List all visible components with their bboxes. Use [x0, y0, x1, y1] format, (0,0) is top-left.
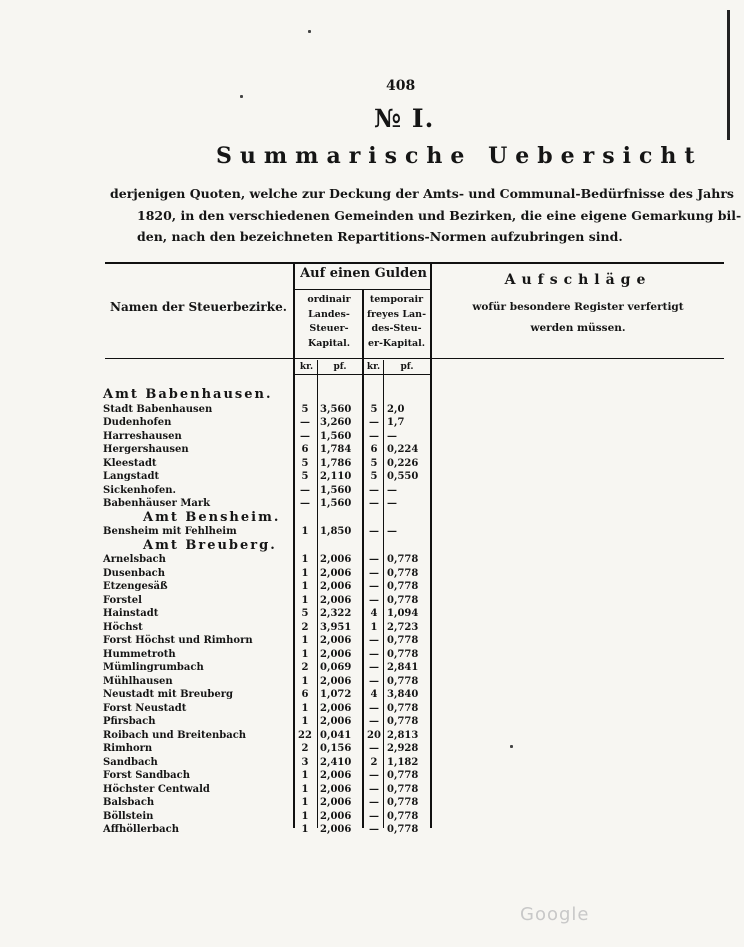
ordinair-pf: 2,110	[320, 471, 352, 482]
ordinair-pf: 1,784	[320, 444, 352, 455]
temporair-kr: —	[369, 417, 379, 428]
page-number: 408	[386, 78, 416, 94]
ordinair-pf: 2,006	[320, 810, 352, 822]
temporair-pf: 0,778	[387, 675, 419, 687]
header-surcharges-note	[432, 297, 724, 339]
temporair-kr: —	[369, 567, 379, 579]
temporair-kr: 4	[370, 689, 378, 700]
ordinair-pf: 2,006	[320, 594, 352, 606]
district-name: Dusenbach	[103, 567, 166, 579]
temporair-pf: 1,182	[387, 756, 419, 768]
ordinair-pf: 2,006	[320, 648, 352, 660]
district-name: Forst Höchst und Rimhorn	[103, 635, 253, 646]
district-name: Hummetroth	[103, 648, 176, 660]
unit-kr: kr.	[366, 362, 381, 372]
ordinair-pf: 3,260	[320, 417, 352, 428]
ordinair-kr: 1	[301, 824, 309, 835]
ordinair-kr: 1	[301, 648, 309, 660]
header-temporair-line: freyes Lan-	[366, 308, 427, 320]
temporair-kr: 5	[370, 471, 378, 482]
document-number: № I.	[374, 104, 435, 133]
ordinair-kr: —	[300, 417, 310, 428]
temporair-kr: —	[369, 554, 379, 565]
temporair-kr: 5	[370, 403, 378, 415]
header-ordinair	[296, 293, 362, 351]
ordinair-kr: —	[300, 498, 310, 509]
temporair-pf: 0,778	[387, 770, 419, 781]
subtitle-line: den, nach den bezeichneten Repartitions-Normen aufzubringen sind.	[137, 229, 623, 244]
temporair-pf: 0,778	[387, 824, 419, 835]
district-name: Forst Neustadt	[103, 702, 187, 714]
temporair-kr: 6	[370, 444, 378, 455]
ordinair-kr: 1	[301, 635, 309, 646]
temporair-pf: 0,778	[387, 567, 419, 579]
ordinair-kr: 1	[301, 810, 309, 822]
ordinair-kr: 3	[301, 756, 309, 768]
temporair-kr: —	[369, 770, 379, 781]
temporair-pf: 0,226	[387, 457, 419, 469]
temporair-kr: —	[369, 662, 379, 673]
temporair-kr: —	[369, 783, 379, 795]
temporair-kr: 2	[370, 756, 378, 768]
temporair-pf: —	[387, 430, 397, 442]
temporair-kr: —	[369, 594, 379, 606]
header-ordinair-line: ordinair	[307, 294, 351, 305]
ordinair-pf: 2,322	[320, 608, 352, 619]
temporair-pf: 0,778	[387, 810, 419, 822]
ordinair-kr: 1	[301, 567, 309, 579]
section-name: Amt Babenhausen.	[103, 387, 273, 402]
ordinair-pf: 2,006	[320, 702, 352, 714]
ordinair-pf: 1,786	[320, 457, 352, 469]
district-name: Balsbach	[103, 797, 155, 808]
district-name: Stadt Babenhausen	[103, 403, 213, 415]
ordinair-kr: 2	[301, 621, 309, 633]
district-name: Harreshausen	[103, 430, 182, 442]
temporair-kr: —	[369, 581, 379, 592]
temporair-pf: 2,928	[387, 743, 419, 754]
temporair-pf: 1,7	[387, 417, 405, 428]
temporair-pf: 0,550	[387, 471, 419, 482]
district-name: Babenhäuser Mark	[103, 498, 211, 509]
temporair-kr: —	[369, 635, 379, 646]
ordinair-pf: 2,006	[320, 797, 352, 808]
district-name: Höchster Centwald	[103, 783, 210, 795]
ordinair-kr: 1	[301, 581, 309, 592]
ordinair-kr: —	[300, 430, 310, 442]
unit-pf: pf.	[400, 362, 414, 372]
district-name: Kleestadt	[103, 457, 157, 469]
ordinair-pf: 2,006	[320, 554, 352, 565]
temporair-pf: 2,723	[387, 621, 419, 633]
ordinair-kr: 5	[301, 457, 309, 469]
temporair-kr: —	[369, 526, 379, 537]
temporair-kr: —	[369, 702, 379, 714]
district-name: Rimhorn	[103, 743, 153, 754]
header-district-names: Namen der Steuerbezirke.	[110, 300, 287, 314]
ordinair-kr: 1	[301, 783, 309, 795]
scan-edge-line	[727, 10, 730, 140]
subtitle	[110, 183, 742, 248]
watermark: Google	[520, 904, 590, 925]
surcharges-note-line: wofür besondere Register verfertigt	[472, 301, 684, 313]
temporair-kr: —	[369, 824, 379, 835]
temporair-pf: 0,224	[387, 444, 419, 455]
district-name: Mümlingrumbach	[103, 662, 204, 673]
temporair-pf: 0,778	[387, 648, 419, 660]
temporair-pf: 3,840	[387, 689, 419, 700]
unit-rule	[295, 374, 430, 375]
temporair-kr: —	[369, 716, 379, 727]
district-name: Affhöllerbach	[103, 824, 179, 835]
temporair-kr: —	[369, 743, 379, 754]
header-surcharges: Aufschläge	[504, 272, 652, 288]
temporair-pf: 0,778	[387, 716, 419, 727]
ordinair-kr: 22	[298, 729, 312, 741]
ordinair-kr: 2	[301, 743, 309, 754]
district-name: Forst Sandbach	[103, 770, 191, 781]
ordinair-pf: 2,006	[320, 567, 352, 579]
temporair-pf: 0,778	[387, 702, 419, 714]
ordinair-pf: 2,006	[320, 770, 352, 781]
column-divider	[383, 360, 384, 828]
header-ordinair-line: Kapital.	[307, 337, 351, 349]
ordinair-kr: 1	[301, 526, 309, 537]
district-name: Dudenhofen	[103, 417, 172, 428]
table-header-rule	[105, 358, 724, 359]
temporair-pf: 0,778	[387, 581, 419, 592]
district-name: Mühlhausen	[103, 675, 173, 687]
section-name: Amt Breuberg.	[143, 537, 277, 553]
district-name: Böllstein	[103, 810, 154, 822]
document-title: Summarische Uebersicht	[216, 143, 703, 169]
subtitle-line: derjenigen Quoten, welche zur Deckung der Amts- und Communal-Bedürfnisse des Jahrs	[110, 186, 734, 201]
temporair-kr: —	[369, 810, 379, 822]
temporair-kr: 20	[367, 729, 381, 741]
temporair-pf: 2,841	[387, 662, 419, 673]
temporair-kr: 5	[370, 457, 378, 469]
ordinair-pf: 3,560	[320, 403, 352, 415]
ordinair-kr: 5	[301, 403, 309, 415]
ordinair-kr: 6	[301, 444, 309, 455]
header-temporair-line: temporair	[369, 294, 424, 305]
header-temporair	[363, 293, 430, 351]
ordinair-pf: 3,951	[320, 621, 352, 633]
temporair-pf: 0,778	[387, 554, 419, 565]
temporair-pf: 2,0	[387, 403, 405, 415]
section-name: Amt Bensheim.	[143, 509, 281, 525]
temporair-kr: 1	[370, 621, 378, 633]
header-temporair-line: des-Steu-	[371, 323, 422, 334]
ordinair-pf: 0,041	[320, 729, 352, 741]
district-name: Arnelsbach	[103, 554, 166, 565]
temporair-kr: —	[369, 675, 379, 687]
ordinair-kr: 5	[301, 608, 309, 619]
header-temporair-line: er-Kapital.	[367, 337, 426, 349]
header-ordinair-line: Steuer-	[309, 323, 349, 334]
ordinair-kr: 5	[301, 471, 309, 482]
ordinair-pf: 1,072	[320, 689, 352, 700]
temporair-kr: —	[369, 797, 379, 808]
scan-speck	[240, 95, 243, 98]
ordinair-pf: 2,410	[320, 756, 352, 768]
ordinair-pf: 1,560	[320, 498, 352, 509]
ordinair-kr: 1	[301, 770, 309, 781]
ordinair-pf: 1,560	[320, 430, 352, 442]
surcharges-note-line: werden müssen.	[530, 322, 626, 334]
district-name: Langstadt	[103, 471, 160, 482]
district-name: Sandbach	[103, 756, 158, 768]
ordinair-pf: 0,156	[320, 743, 352, 754]
temporair-pf: 2,813	[387, 729, 419, 741]
district-name: Sickenhofen.	[103, 484, 177, 496]
ordinair-kr: 2	[301, 662, 309, 673]
ordinair-pf: 2,006	[320, 635, 352, 646]
ordinair-pf: 2,006	[320, 716, 352, 727]
district-name: Pfirsbach	[103, 716, 156, 727]
ordinair-kr: 6	[301, 689, 309, 700]
ordinair-kr: 1	[301, 797, 309, 808]
temporair-kr: —	[369, 430, 379, 442]
ordinair-pf: 2,006	[320, 783, 352, 795]
unit-kr: kr.	[299, 362, 314, 372]
temporair-pf: —	[387, 526, 397, 537]
ordinair-pf: 2,006	[320, 675, 352, 687]
temporair-kr: —	[369, 484, 379, 496]
district-name: Etzengesäß	[103, 581, 168, 592]
temporair-pf: 0,778	[387, 635, 419, 646]
temporair-pf: 0,778	[387, 594, 419, 606]
column-divider	[430, 263, 432, 828]
ordinair-pf: 1,560	[320, 484, 352, 496]
temporair-pf: 1,094	[387, 608, 419, 619]
unit-pf: pf.	[333, 362, 347, 372]
subtitle-line: 1820, in den verschiedenen Gemeinden und Bezirken, die eine eigene Gemarkung bil-	[137, 207, 742, 223]
ordinair-kr: 1	[301, 554, 309, 565]
temporair-pf: 0,778	[387, 783, 419, 795]
district-name: Bensheim mit Fehlheim	[103, 526, 237, 537]
scan-speck	[510, 745, 513, 748]
ordinair-kr: 1	[301, 702, 309, 714]
ordinair-pf: 0,069	[320, 662, 352, 673]
district-name: Hainstadt	[103, 608, 159, 619]
district-name: Forstel	[103, 594, 142, 606]
district-name: Roibach und Breitenbach	[103, 729, 247, 741]
temporair-kr: —	[369, 498, 379, 509]
ordinair-pf: 2,006	[320, 824, 352, 835]
temporair-kr: 4	[370, 608, 378, 619]
scan-speck	[308, 30, 311, 33]
header-per-gulden: Auf einen Gulden	[300, 266, 427, 281]
ordinair-pf: 1,850	[320, 526, 352, 537]
district-name: Hergershausen	[103, 444, 189, 455]
district-name: Höchst	[103, 621, 143, 633]
temporair-pf: —	[387, 484, 397, 496]
header-ordinair-line: Landes-	[308, 308, 350, 320]
ordinair-pf: 2,006	[320, 581, 352, 592]
temporair-kr: —	[369, 648, 379, 660]
district-name: Neustadt mit Breuberg	[103, 689, 234, 700]
ordinair-kr: 1	[301, 716, 309, 727]
table-top-rule	[105, 262, 724, 264]
ordinair-kr: 1	[301, 594, 309, 606]
temporair-pf: 0,778	[387, 797, 419, 808]
ordinair-kr: —	[300, 484, 310, 496]
temporair-pf: —	[387, 498, 397, 509]
ordinair-kr: 1	[301, 675, 309, 687]
